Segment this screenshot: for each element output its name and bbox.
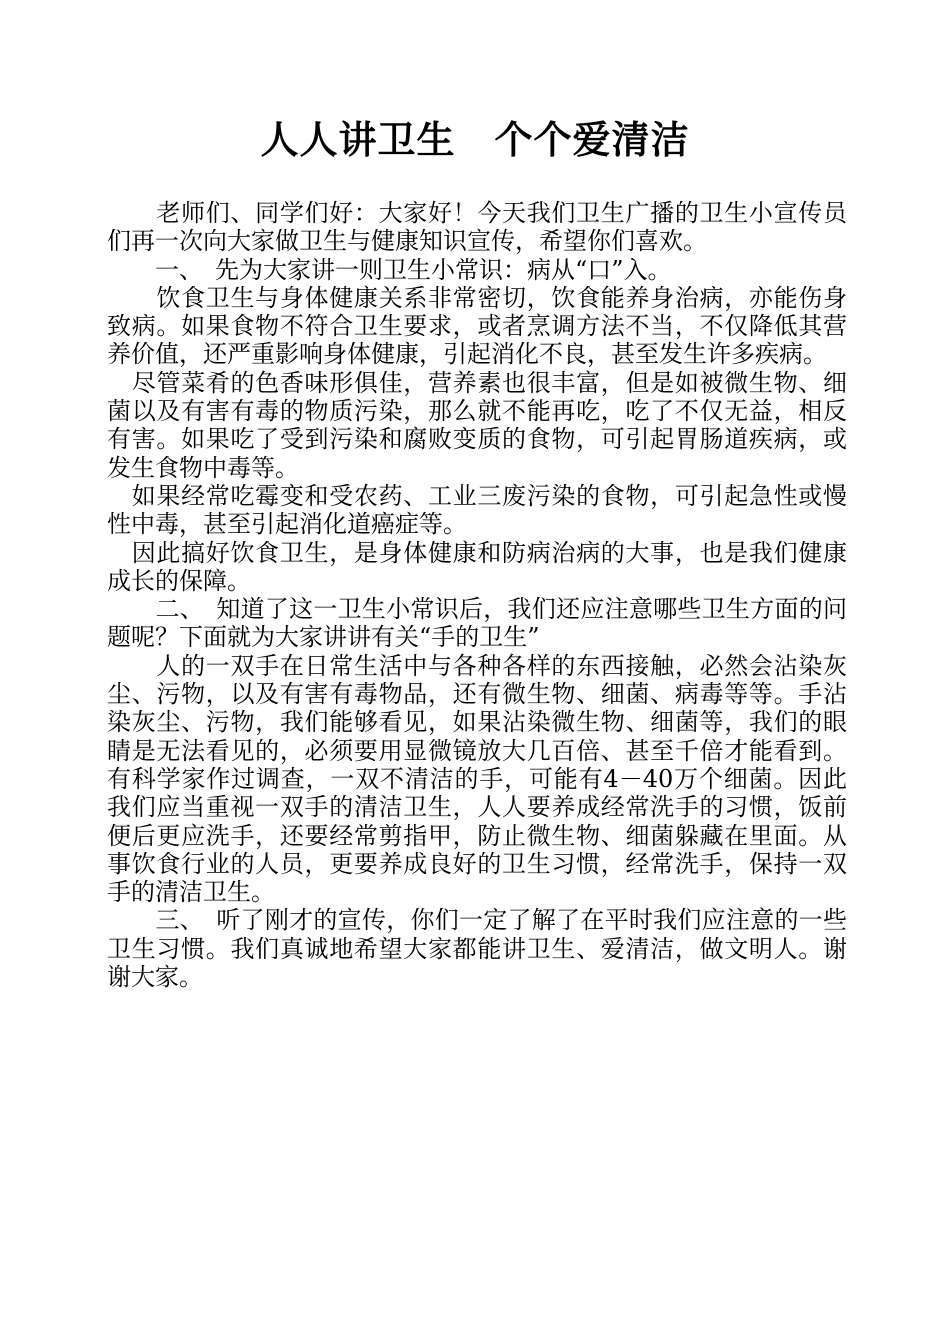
- document-body: [107, 199, 847, 991]
- paragraph-hand-hygiene: 人的一双手在日常生活中与各种各样的东西接触，必然会沾染灰尘、污物，以及有害有毒物品，还有微生物、细菌、病毒等等。手沾染灰尘、污物，我们能够看见，如果沾染微生物、细菌等，我们的眼睛是无法看见的，必须要用显微镜放大几百倍、甚至千倍才能看到。有科学家作过调查，一双不清洁的手，可能有4－40万个细菌。因此我们应当重视一双手的清洁卫生，人人要养成经常洗手的习惯，饭前便后更应洗手，还要经常剪指甲，防止微生物、细菌躲藏在里面。从事饮食行业的人员，更要养成良好的卫生习惯，经常洗手，保持一双手的清洁卫生。: [107, 651, 847, 907]
- paragraph-contamination: 尽管菜肴的色香味形俱佳，营养素也很丰富，但是如被微生物、细菌以及有害有毒的物质污染，那么就不能再吃，吃了不仅无益，相反有害。如果吃了受到污染和腐败变质的食物，可引起胃肠道疾病，或发生食物中毒等。: [107, 368, 847, 482]
- paragraph-greeting: 老师们、同学们好：大家好！今天我们卫生广播的卫生小宣传员们再一次向大家做卫生与健康知识宣传，希望你们喜欢。: [107, 199, 847, 256]
- paragraph-diet-importance: 因此搞好饮食卫生，是身体健康和防病治病的大事，也是我们健康成长的保障。: [107, 538, 847, 595]
- document-title: 人人讲卫生 个个爱清洁: [260, 117, 690, 162]
- paragraph-section-three-closing: 三、 听了刚才的宣传，你们一定了解了在平时我们应注意的一些卫生习惯。我们真诚地希望大家都能讲卫生、爱清洁，做文明人。谢谢大家。: [107, 906, 847, 992]
- paragraph-section-two-heading: 二、 知道了这一卫生小常识后，我们还应注意哪些卫生方面的问题呢？下面就为大家讲讲有关“手的卫生”: [107, 595, 847, 652]
- paragraph-poisoning: 如果经常吃霉变和受农药、工业三废污染的食物，可引起急性或慢性中毒，甚至引起消化道癌症等。: [107, 481, 847, 539]
- paragraph-section-one-heading: 一、 先为大家讲一则卫生小常识：病从“口”入。: [107, 255, 672, 284]
- paragraph-diet-health: 饮食卫生与身体健康关系非常密切，饮食能养身治病，亦能伤身致病。如果食物不符合卫生要求，或者烹调方法不当，不仅降低其营养价值，还严重影响身体健康，引起消化不良，甚至发生许多疾病。: [107, 283, 847, 369]
